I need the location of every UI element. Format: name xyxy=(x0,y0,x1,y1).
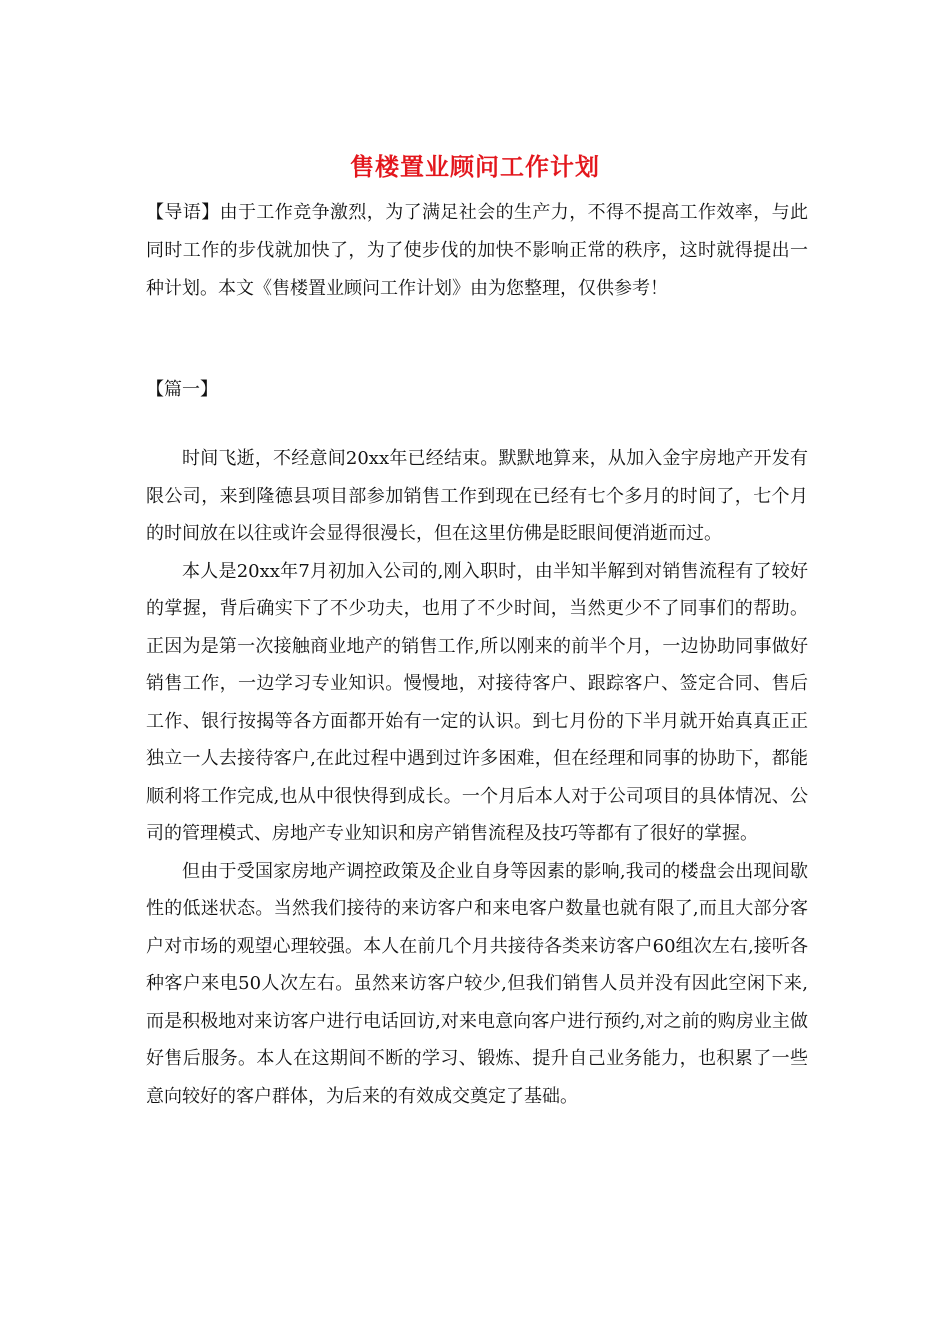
intro-paragraph: 【导语】由于工作竞争激烈，为了满足社会的生产力，不得不提高工作效率，与此同时工作的步伐就加快了，为了使步伐的加快不影响正常的秩序，这时就得提出一种计划。本文《售楼置业顾问工作计划》由为您整理，仅供参考！ xyxy=(146,202,808,299)
body-paragraph: 但由于受国家房地产调控政策及企业自身等因素的影响,我司的楼盘会出现间歇性的低迷状态。当然我们接待的来访客户和来电客户数量也就有限了,而且大部分客户对市场的观望心理较强。本人在前几个月共接待各类来访客户60组次左右,接听各种客户来电50人次左右。虽然来访客户较少,但我们销售人员并没有因此空闲下来,而是积极地对来访客户进行电话回访,对来电意向客户进行预约,对之前的购房业主做好售后服务。本人在这期间不断的学习、锻炼、提升自己业务能力，也积累了一些意向较好的客户群体，为后来的有效成交奠定了基础。 xyxy=(146,860,808,1107)
body-paragraph: 本人是20xx年7月初加入公司的,刚入职时，由半知半解到对销售流程有了较好的掌握，背后确实下了不少功夫，也用了不少时间，当然更少不了同事们的帮助。正因为是第一次接触商业地产的销售工作,所以刚来的前半个月，一边协助同事做好销售工作，一边学习专业知识。慢慢地，对接待客户、跟踪客户、签定合同、售后工作、银行按揭等各方面都开始有一定的认识。到七月份的下半月就开始真真正正独立一人去接待客户,在此过程中遇到过许多困难，但在经理和同事的协助下，都能顺利将工作完成,也从中很快得到成长。一个月后本人对于公司项目的具体情况、公司的管理模式、房地产专业知识和房产销售流程及技巧等都有了很好的掌握。 xyxy=(146,560,808,844)
section-heading: 【篇一】 xyxy=(146,379,218,400)
body-paragraph: 时间飞逝，不经意间20xx年已经结束。默默地算来，从加入金宇房地产开发有限公司，来到隆德县项目部参加销售工作到现在已经有七个多月的时间了，七个月的时间放在以往或许会显得很漫长，但在这里仿佛是眨眼间便消逝而过。 xyxy=(146,448,808,544)
document-title: 售楼置业顾问工作计划 xyxy=(350,152,600,181)
article-body xyxy=(146,440,808,1115)
